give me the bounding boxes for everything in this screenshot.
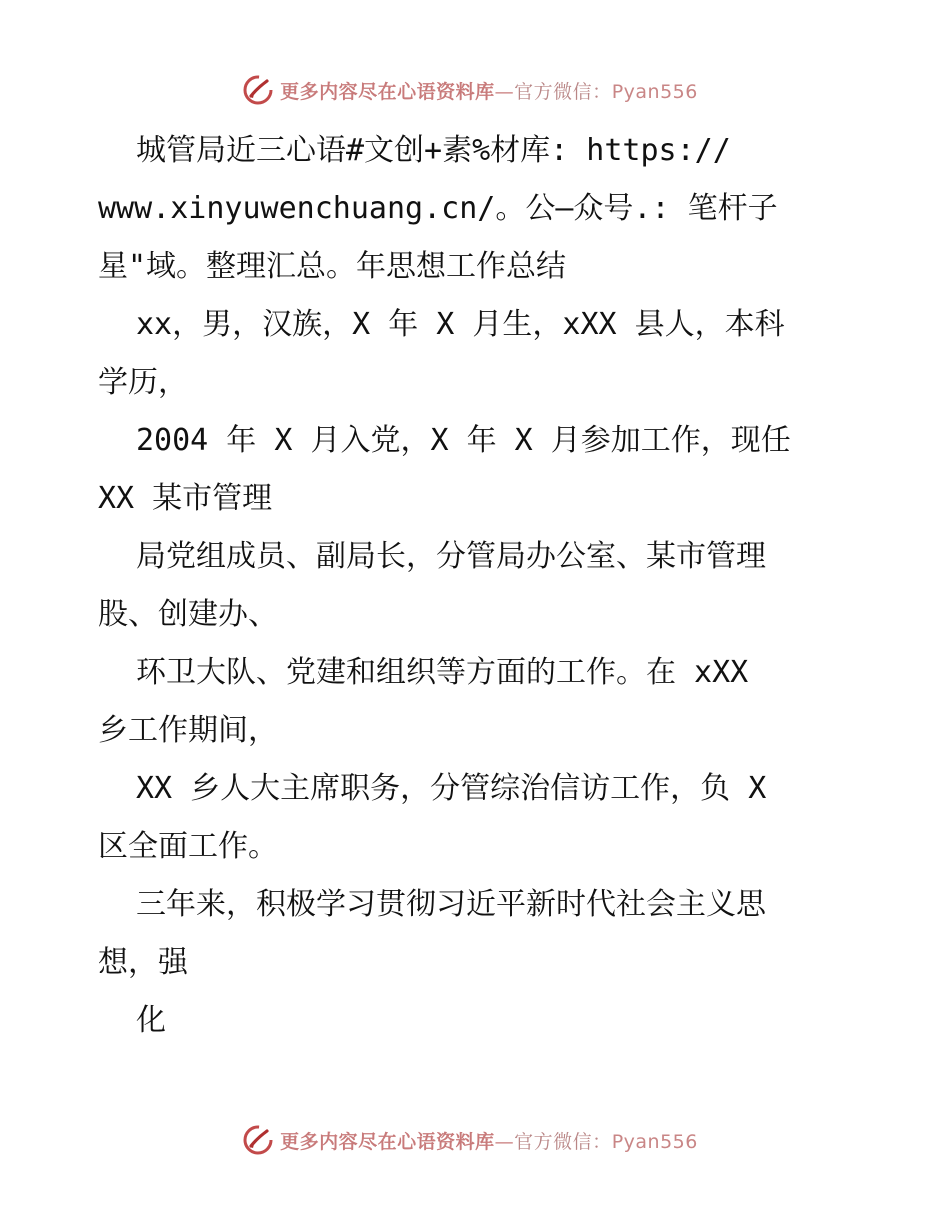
banner-wechat-label: 官方微信： [514,1130,612,1153]
header-banner [0,70,950,110]
document-line: 乡工作期间， [98,713,278,748]
document-line: XX 某市管理 [98,481,273,516]
document-line: 区全面工作。 [98,829,278,864]
banner-wechat-handle: Pyan556 [611,1130,698,1153]
document-line: 股、创建办、 [98,597,278,632]
document-line: www.xinyuwenchuang.cn/。公—众号.: 笔杆子 [98,191,778,226]
document-line: 城管局近三心语#文创+素%材库: https:// [136,133,731,168]
footer-banner-content [242,1124,698,1156]
document-line: 星"域。整理汇总。年思想工作总结 [98,249,567,284]
document-line: 三年来，积极学习贯彻习近平新时代社会主义思 [136,887,766,922]
document-line: 局党组成员、副局长，分管局办公室、某市管理 [136,539,766,574]
footer-banner-text [280,1127,698,1154]
document-body [98,122,878,1050]
document-line: 化 [136,1003,166,1038]
brush-stroke-logo-icon [242,74,274,106]
banner-main-text: 更多内容尽在心语资料库 [280,1130,495,1153]
brush-stroke-logo-icon [242,1124,274,1156]
document-line: 2004 年 X 月入党，X 年 X 月参加工作，现任 [136,423,791,458]
document-line: xx，男，汉族，X 年 X 月生，xXX 县人，本科 [136,307,785,342]
document-line: XX 乡人大主席职务，分管综治信访工作，负 X [136,771,767,806]
banner-dash: — [494,80,515,103]
banner-main-text: 更多内容尽在心语资料库 [280,80,495,103]
header-banner-content [242,74,698,106]
footer-banner [0,1120,950,1160]
document-line: 环卫大队、党建和组织等方面的工作。在 xXX [136,655,749,690]
document-line: 想，强 [98,945,188,980]
header-banner-text [280,77,698,104]
banner-wechat-handle: Pyan556 [611,80,698,103]
banner-dash: — [494,1130,515,1153]
banner-wechat-label: 官方微信： [514,80,612,103]
document-line: 学历， [98,365,188,400]
